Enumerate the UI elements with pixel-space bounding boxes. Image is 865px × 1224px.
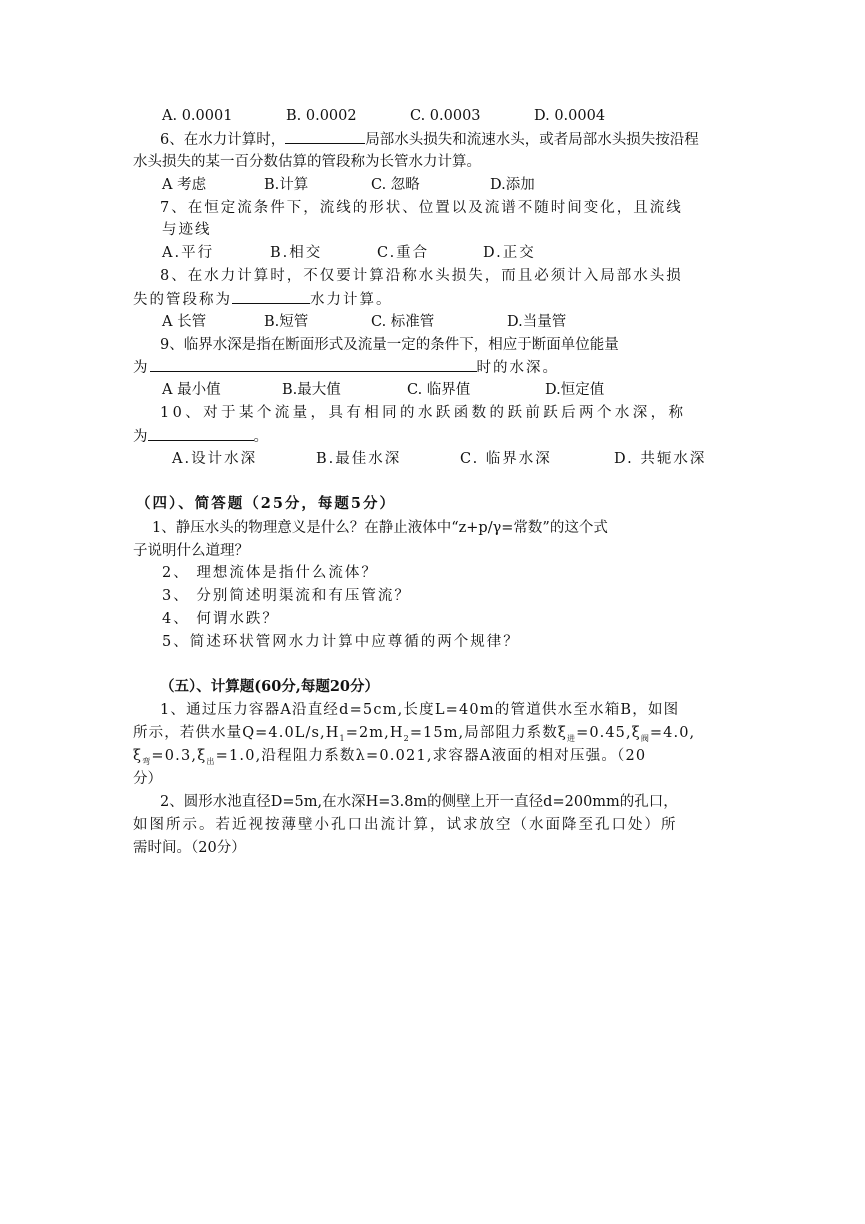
subscript: 出 <box>206 756 216 766</box>
section-5-title: （五）、计算题(60分,每题20分） <box>160 678 380 695</box>
section-4-title: （四）、简答题（25分，每题5分） <box>136 495 397 512</box>
section-4-q2: 2、 理想流体是指什么流体？ <box>162 565 378 581</box>
subscript: 阀 <box>640 733 650 743</box>
problem-2-line2: 如图所示。若近视按薄壁小孔口出流计算，试求放空（水面降至孔口处）所 <box>133 817 678 833</box>
option-a: A. 0.0001 <box>162 108 233 124</box>
option-b: B. 0.0002 <box>286 108 357 124</box>
option-d: D.恒定值 <box>545 382 605 398</box>
option-c: C. 0.0003 <box>410 108 481 124</box>
question-10-line1: 10、对于某个流量，具有相同的水跃函数的跃前跃后两个水深，称 <box>160 405 687 421</box>
answer-blank <box>232 289 310 304</box>
q10-text-a: 为 <box>133 429 148 445</box>
problem-2-line3: 需时间。（20分） <box>133 840 246 856</box>
subscript: 2 <box>403 733 410 743</box>
q8-text-a: 失的管段称为 <box>133 292 232 308</box>
question-7-line1: 7、在恒定流条件下，流线的形状、位置以及流谱不随时间变化，且流线 <box>160 200 683 216</box>
option-b: B.短管 <box>264 314 309 330</box>
q6-text-b: 局部水头损失和流速水头，或者局部水头损失按沿程 <box>365 132 699 148</box>
section-4-q1-line1: 1、静压水头的物理意义是什么？在静止液体中“z+p/γ=常数”的这个式 <box>152 520 608 536</box>
p1-text: =0.3,ξ <box>151 748 207 764</box>
p1-text: =15m,局部阻力系数ξ <box>409 725 567 741</box>
subscript: 进 <box>566 733 577 743</box>
option-c: C.重合 <box>377 245 430 261</box>
option-a: A 长管 <box>162 314 207 330</box>
p1-text: =4.0, <box>649 725 696 741</box>
question-8-line1: 8、在水力计算时，不仅要计算沿称水头损失，而且必须计入局部水头损 <box>160 268 683 284</box>
p1-text: 所示，若供水量Q=4.0L/s,H <box>133 725 340 741</box>
option-b: B.最大值 <box>282 382 341 398</box>
answer-blank <box>148 426 254 441</box>
p1-text: =1.0,沿程阻力系数λ=0.021,求容器A液面的相对压强。（20 <box>215 748 647 764</box>
question-9-line1: 9、临界水深是指在断面形式及流量一定的条件下，相应于断面单位能量 <box>160 337 619 353</box>
option-c: C. 临界水深 <box>460 451 552 467</box>
subscript: 弯 <box>142 756 152 766</box>
option-a: A 最小值 <box>162 382 221 398</box>
option-a: A.平行 <box>162 245 215 261</box>
p1-text: =0.45,ξ <box>576 725 641 741</box>
option-d: D.正交 <box>483 245 536 261</box>
problem-1-line4: 分） <box>133 771 162 787</box>
answer-blank <box>285 129 365 144</box>
option-d: D. 共轭水深 <box>614 451 707 467</box>
option-b: B.最佳水深 <box>316 451 402 467</box>
option-c: C. 忽略 <box>371 177 420 193</box>
question-10-line2 <box>133 426 268 447</box>
q8-text-b: 水力计算。 <box>310 292 393 308</box>
option-a: A.设计水深 <box>172 451 258 467</box>
q6-text-a: 6、在水力计算时， <box>160 132 286 148</box>
option-d: D. 0.0004 <box>534 108 606 124</box>
question-6-line1 <box>160 129 699 150</box>
option-c: C. 标准管 <box>371 314 435 330</box>
question-7-line2: 与迹线 <box>162 222 212 238</box>
answer-blank <box>150 357 477 372</box>
option-a: A 考虑 <box>162 177 207 193</box>
subscript: 1 <box>339 733 346 743</box>
problem-2-line1: 2、圆形水池直径D=5m,在水深H=3.8m的侧壁上开一直径d=200mm的孔口， <box>160 794 678 810</box>
option-b: B.计算 <box>264 177 309 193</box>
q9-text-b: 时的水深。 <box>476 360 559 376</box>
option-b: B.相交 <box>270 245 323 261</box>
problem-1-line3 <box>133 746 646 772</box>
question-6-line2: 水头损失的某一百分数估算的管段称为长管水力计算。 <box>133 154 481 170</box>
section-4-q1-line2: 子说明什么道理？ <box>133 543 249 559</box>
p1-text: ξ <box>133 748 143 764</box>
option-c: C. 临界值 <box>407 382 471 398</box>
section-4-q5: 5、简述环状管网水力计算中应尊循的两个规律？ <box>162 634 520 650</box>
section-4-q3: 3、 分别简述明渠流和有压管流？ <box>162 588 411 604</box>
problem-1-line2 <box>133 723 695 749</box>
question-8-line2 <box>133 289 393 310</box>
p1-text: =2m,H <box>345 725 404 741</box>
option-d: D.添加 <box>490 177 535 193</box>
q9-text-a: 为 <box>133 360 150 376</box>
option-d: D.当量管 <box>507 314 567 330</box>
q10-text-b: 。 <box>253 429 268 445</box>
question-9-line2 <box>133 357 559 378</box>
problem-1-line1: 1、通过压力容器A沿直经d=5cm,长度L=40m的管道供水至水箱B，如图 <box>160 702 680 718</box>
section-4-q4: 4、 何谓水跌？ <box>162 611 279 627</box>
